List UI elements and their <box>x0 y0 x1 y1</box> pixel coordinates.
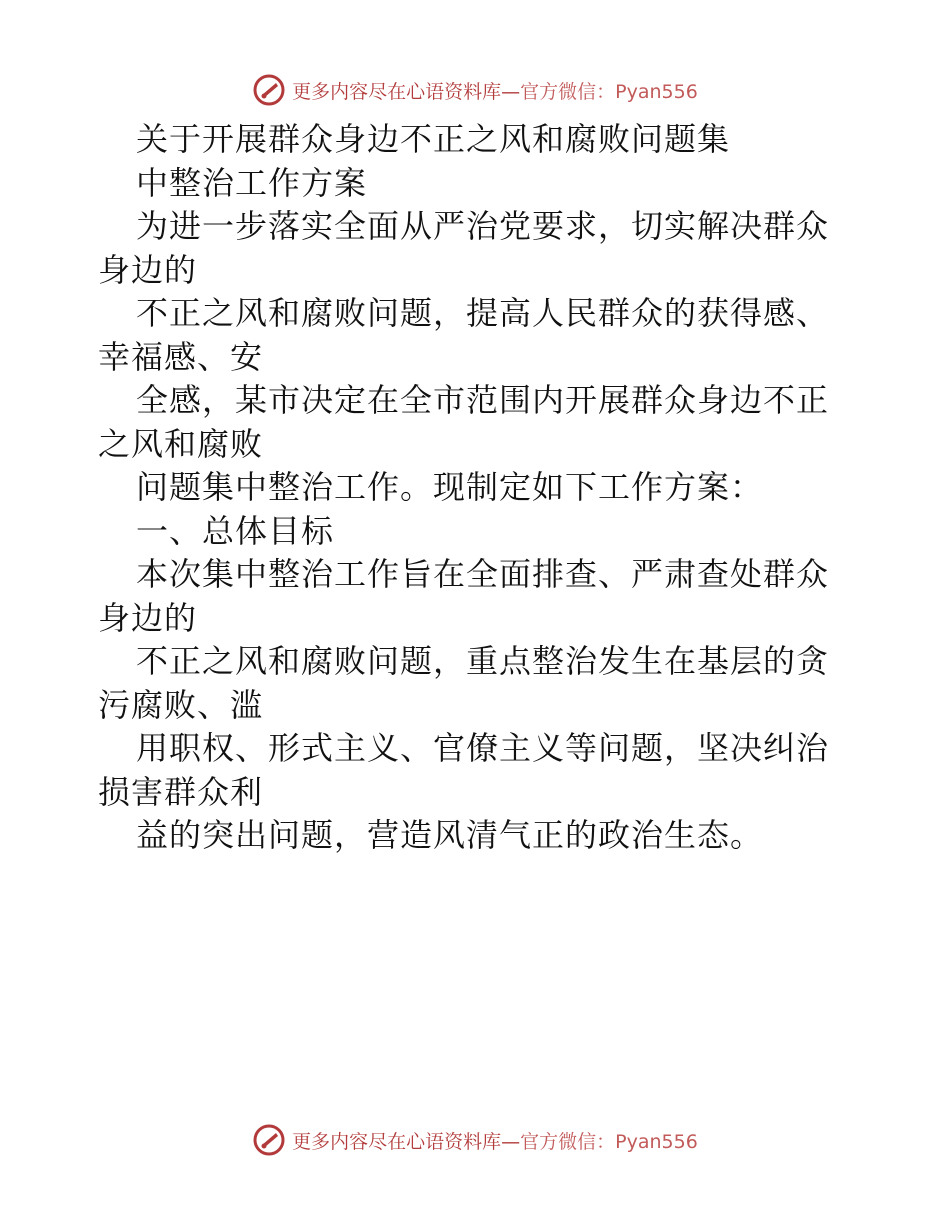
body-line: 损害群众利 <box>98 772 264 811</box>
footer-banner <box>0 1120 950 1160</box>
body-line: 问题集中整治工作。现制定如下工作方案： <box>136 468 764 506</box>
banner-wechat: 官方微信：Pyan556 <box>520 1130 698 1153</box>
body-line: 益的突出问题，营造风清气正的政治生态。 <box>136 816 764 854</box>
body-line: 中整治工作方案 <box>136 163 368 202</box>
body-line: 一、总体目标 <box>136 511 335 550</box>
body-line: 全感，某市决定在全市范围内开展群众身边不正 <box>136 381 830 419</box>
brand-logo-icon <box>252 1123 286 1157</box>
brand-logo-icon <box>252 73 286 107</box>
body-line: 幸福感、安 <box>98 337 264 376</box>
banner-text: 更多内容尽在心语资料库— <box>292 1130 521 1153</box>
body-line: 不正之风和腐败问题，重点整治发生在基层的贪 <box>136 642 830 680</box>
body-line: 身边的 <box>98 598 198 637</box>
body-line: 不正之风和腐败问题，提高人民群众的获得感、 <box>136 294 830 332</box>
body-line: 之风和腐败 <box>98 424 264 463</box>
body-line: 本次集中整治工作旨在全面排查、严肃查处群众 <box>136 555 830 593</box>
document-body <box>98 118 868 858</box>
body-line: 污腐败、滥 <box>98 685 264 724</box>
body-line: 为进一步落实全面从严治党要求，切实解决群众 <box>136 207 830 245</box>
banner-text: 更多内容尽在心语资料库— <box>292 80 521 103</box>
body-line: 关于开展群众身边不正之风和腐败问题集 <box>136 120 731 158</box>
body-line: 用职权、形式主义、官僚主义等问题，坚决纠治 <box>136 729 830 767</box>
header-banner <box>0 70 950 110</box>
body-line: 身边的 <box>98 250 198 289</box>
banner-wechat: 官方微信：Pyan556 <box>520 80 698 103</box>
